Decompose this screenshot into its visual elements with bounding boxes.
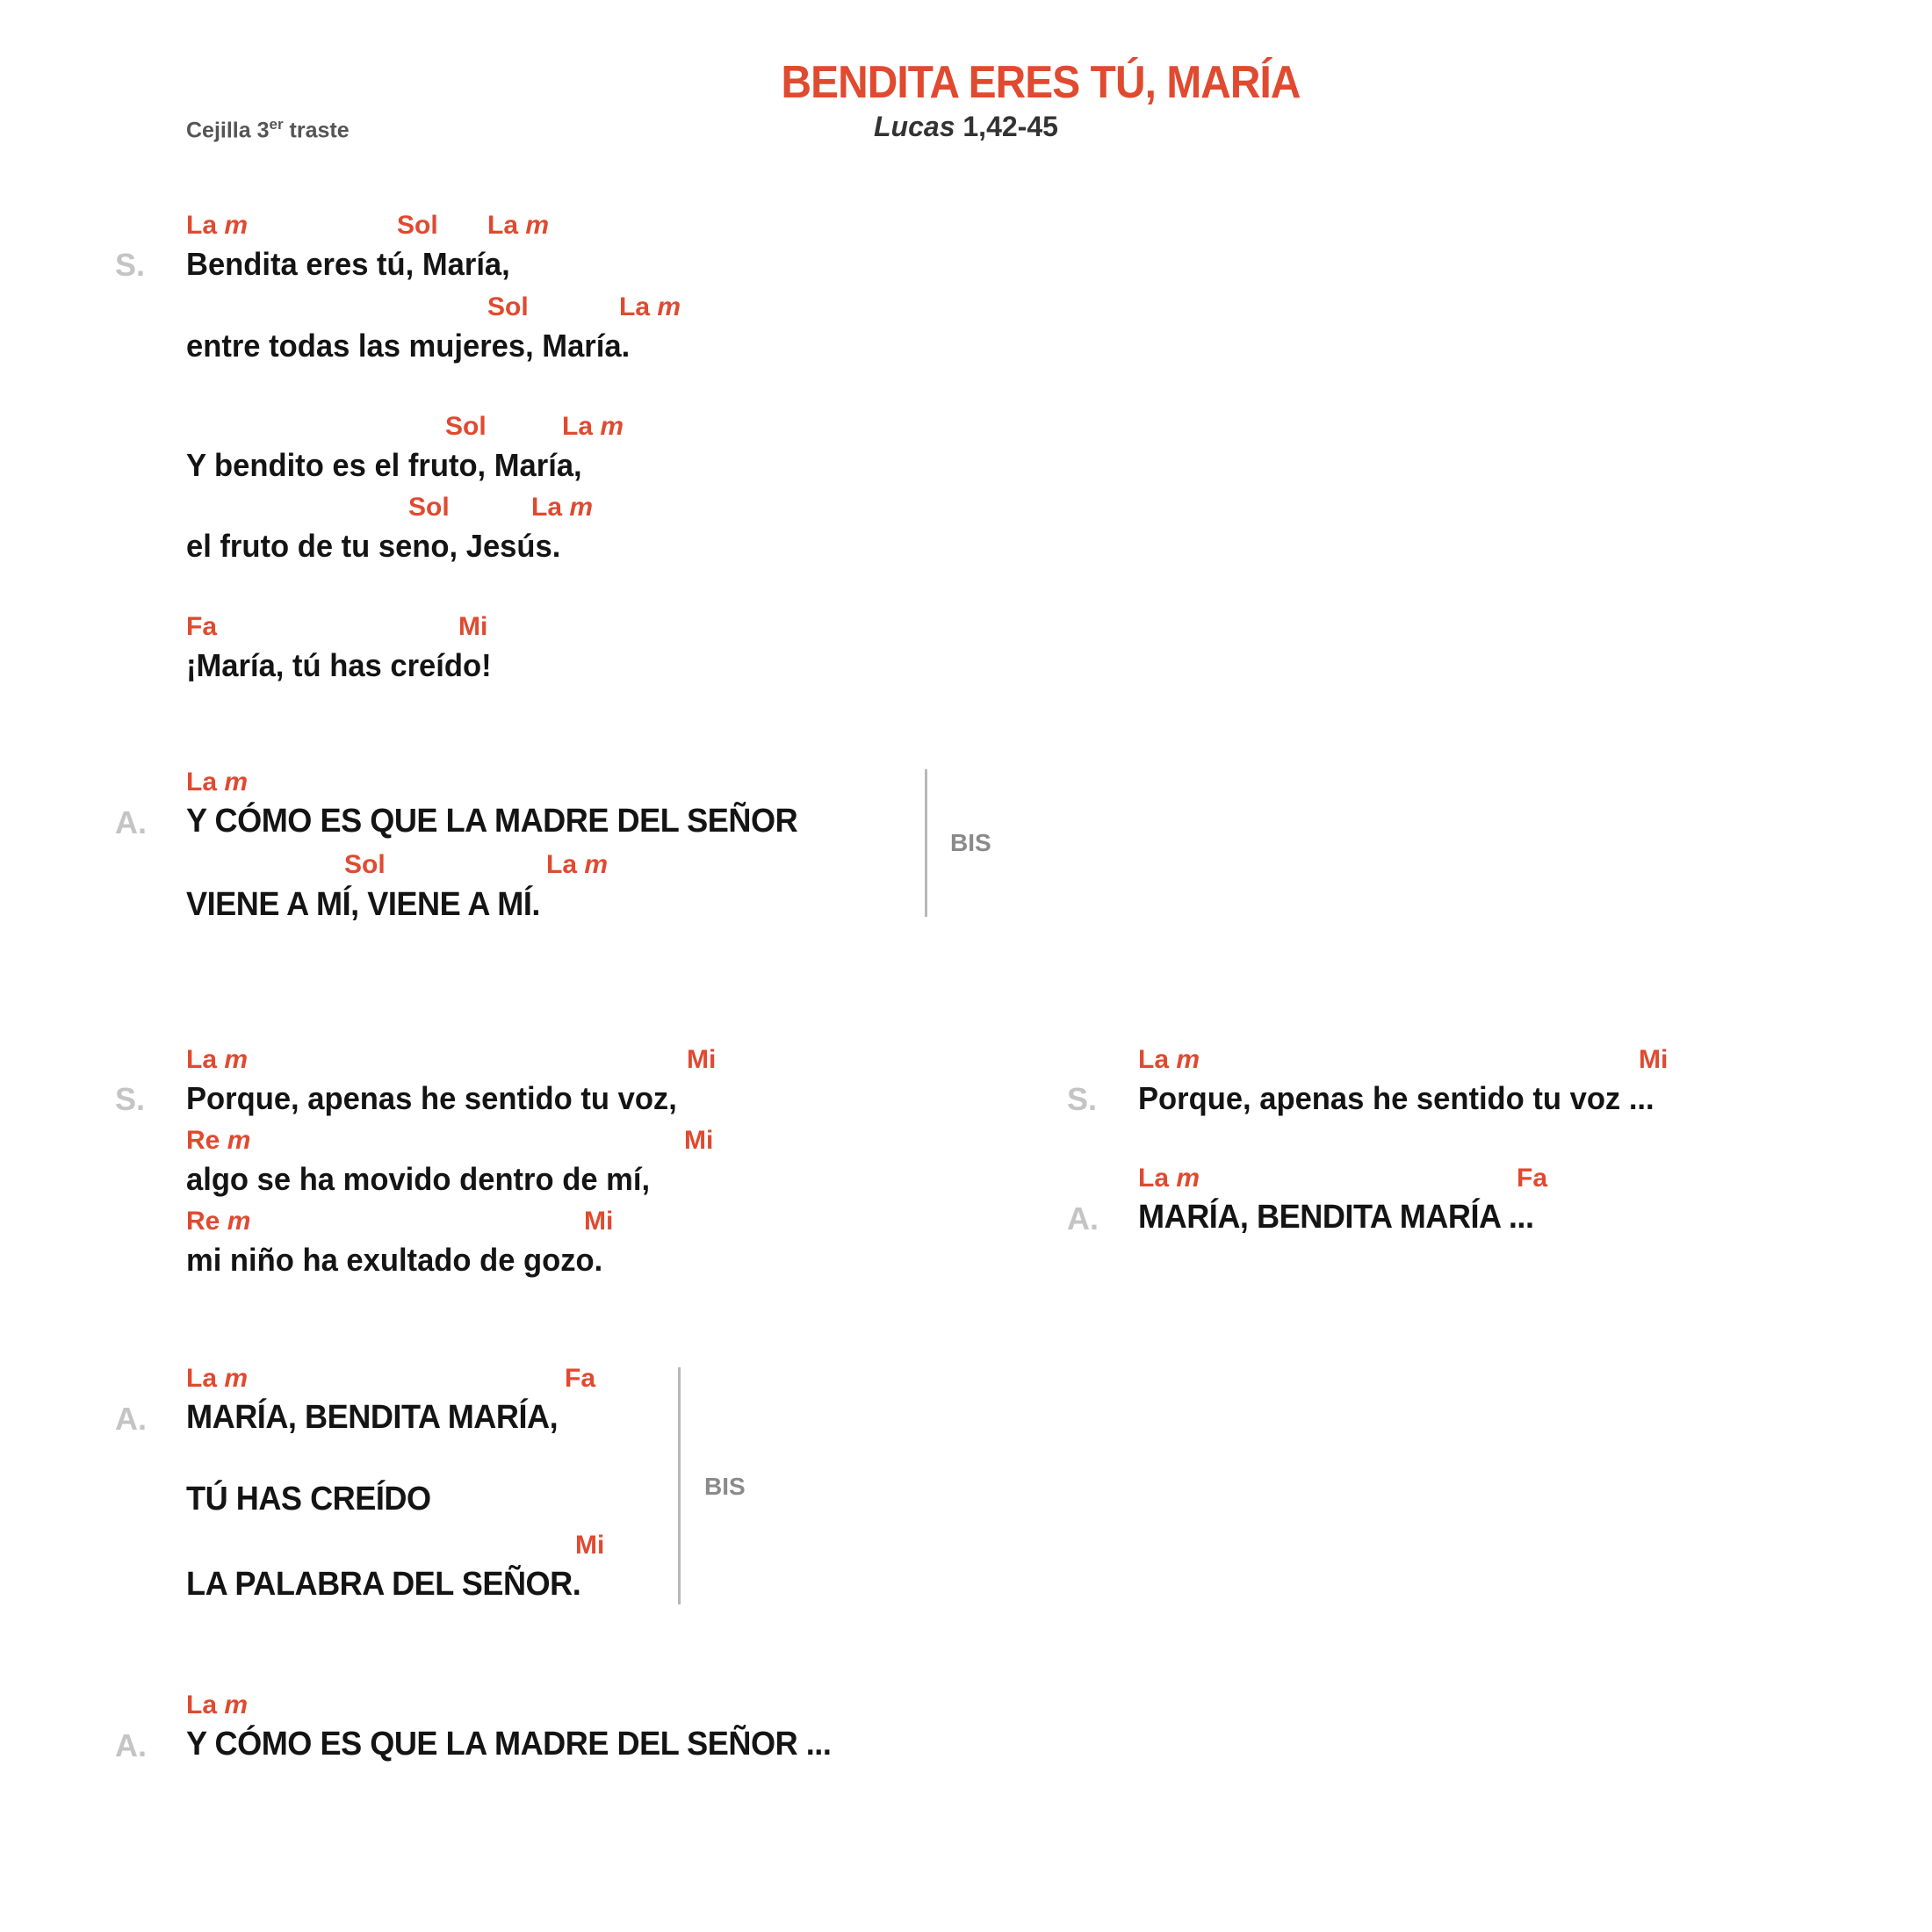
repeat-label: BIS — [950, 829, 991, 856]
chord: Mi — [687, 1045, 717, 1074]
chord: La m — [1138, 1164, 1200, 1193]
repeat-bracket — [678, 1367, 681, 1604]
lyric-line: TÚ HAS CREÍDO — [186, 1481, 431, 1517]
chord: Sol — [344, 850, 386, 879]
chord: La m — [1138, 1045, 1200, 1074]
chord: La m — [186, 1690, 249, 1719]
role-label-all: A. — [115, 1727, 147, 1763]
repeat-label: BIS — [704, 1473, 746, 1500]
lyric-line: VIENE A MÍ, VIENE A MÍ. — [186, 886, 540, 923]
chord: La m — [546, 850, 609, 879]
chord: Mi — [458, 612, 488, 641]
reference-verses: 1,42-45 — [955, 111, 1058, 142]
chord: La m — [186, 1045, 249, 1074]
role-label-all: A. — [1067, 1200, 1099, 1236]
role-label-solo: S. — [1067, 1081, 1098, 1117]
role-label-solo: S. — [115, 1081, 146, 1117]
chord: La m — [619, 292, 681, 321]
chord: Sol — [397, 211, 438, 240]
chord: Fa — [1517, 1164, 1548, 1193]
song-title: BENDITA ERES TÚ, MARÍA — [781, 57, 1301, 108]
lyric-line: Y CÓMO ES QUE LA MADRE DEL SEÑOR ... — [186, 1726, 832, 1763]
lyric-line: LA PALABRA DEL SEÑOR. — [186, 1566, 581, 1603]
chord: Sol — [408, 493, 450, 522]
capo-superscript: er — [269, 116, 284, 133]
lyric-line: Y bendito es el fruto, María, — [186, 447, 582, 483]
lyric-line: mi niño ha exultado de gozo. — [186, 1242, 603, 1278]
lyric-line: Porque, apenas he sentido tu voz, — [186, 1080, 677, 1116]
role-label-all: A. — [115, 804, 147, 840]
chord: Re m — [186, 1207, 251, 1236]
chord: Fa — [186, 612, 218, 641]
chord: Mi — [575, 1531, 605, 1560]
lyric-line: Y CÓMO ES QUE LA MADRE DEL SEÑOR — [186, 803, 798, 840]
chord: Fa — [565, 1364, 596, 1393]
chord: La m — [562, 412, 624, 441]
lyric-line: entre todas las mujeres, María. — [186, 328, 631, 364]
chord: Mi — [684, 1126, 714, 1155]
chord: Mi — [584, 1207, 614, 1236]
role-label-all: A. — [115, 1401, 147, 1437]
lyric-line: MARÍA, BENDITA MARÍA ... — [1138, 1199, 1534, 1236]
lyric-line: el fruto de tu seno, Jesús. — [186, 528, 561, 564]
chord: La m — [531, 493, 594, 522]
scripture-reference — [874, 111, 1058, 143]
role-label-solo: S. — [115, 247, 146, 283]
lyric-line: Porque, apenas he sentido tu voz ... — [1138, 1080, 1654, 1116]
capo-prefix: Cejilla 3 — [186, 118, 270, 143]
lyric-line: Bendita eres tú, María, — [186, 246, 510, 282]
repeat-bracket — [925, 769, 927, 917]
chord: La m — [186, 1364, 249, 1393]
chord: Mi — [1639, 1045, 1669, 1074]
lyric-line: algo se ha movido dentro de mí, — [186, 1161, 651, 1197]
chord: Sol — [487, 292, 529, 321]
chord: Sol — [445, 412, 487, 441]
reference-book: Lucas — [874, 111, 955, 142]
chord: La m — [186, 768, 249, 797]
chord: La m — [186, 211, 249, 240]
capo-note — [186, 116, 350, 143]
lyric-line: ¡María, tú has creído! — [186, 647, 492, 683]
lyric-line: MARÍA, BENDITA MARÍA, — [186, 1399, 559, 1436]
capo-suffix: traste — [283, 118, 350, 143]
chord: Re m — [186, 1126, 251, 1155]
chord: La m — [487, 211, 550, 240]
